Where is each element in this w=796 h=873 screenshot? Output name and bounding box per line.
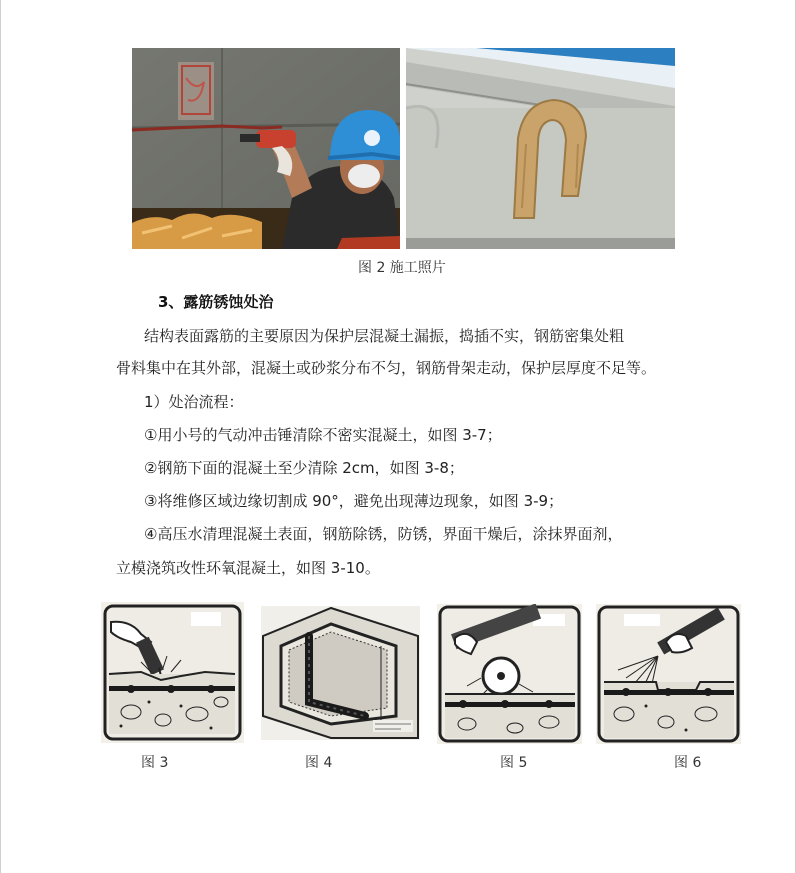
diagram-figure-4	[261, 606, 420, 740]
construction-photo-worker	[132, 48, 400, 249]
construction-photo-repair	[406, 48, 675, 249]
figure-6-label: 图 6	[674, 755, 702, 771]
figure-3-label: 图 3	[141, 755, 169, 771]
procedure-title: 1）处治流程：	[144, 393, 244, 411]
paragraph-line-1: 结构表面露筋的主要原因为保护层混凝土漏振，捣插不实，钢筋密集处粗	[144, 327, 625, 345]
figure-2-caption: 图 2 施工照片	[358, 260, 446, 276]
step-2: ②钢筋下面的混凝土至少清除 2cm，如图 3-8；	[144, 459, 464, 477]
step-3: ③将维修区域边缘切割成 90°，避免出现薄边现象，如图 3-9；	[144, 492, 564, 510]
figure-5-label: 图 5	[500, 755, 528, 771]
section-heading: 3、露筋锈蚀处治	[158, 293, 274, 311]
step-4: ④高压水清理混凝土表面，钢筋除锈，防锈，界面干燥后，涂抹界面剂，	[144, 525, 623, 543]
step-4-continuation: 立模浇筑改性环氧混凝土，如图 3-10。	[116, 559, 380, 577]
diagram-figure-3	[101, 602, 244, 743]
figure-4-label: 图 4	[305, 755, 333, 771]
diagram-figure-6	[596, 604, 741, 744]
diagram-figure-5	[437, 604, 582, 744]
step-1: ①用小号的气动冲击锤清除不密实混凝土，如图 3-7；	[144, 426, 502, 444]
page-border-left	[0, 0, 1, 873]
paragraph-line-2: 骨料集中在其外部，混凝土或砂浆分布不匀，钢筋骨架走动，保护层厚度不足等。	[116, 359, 657, 377]
